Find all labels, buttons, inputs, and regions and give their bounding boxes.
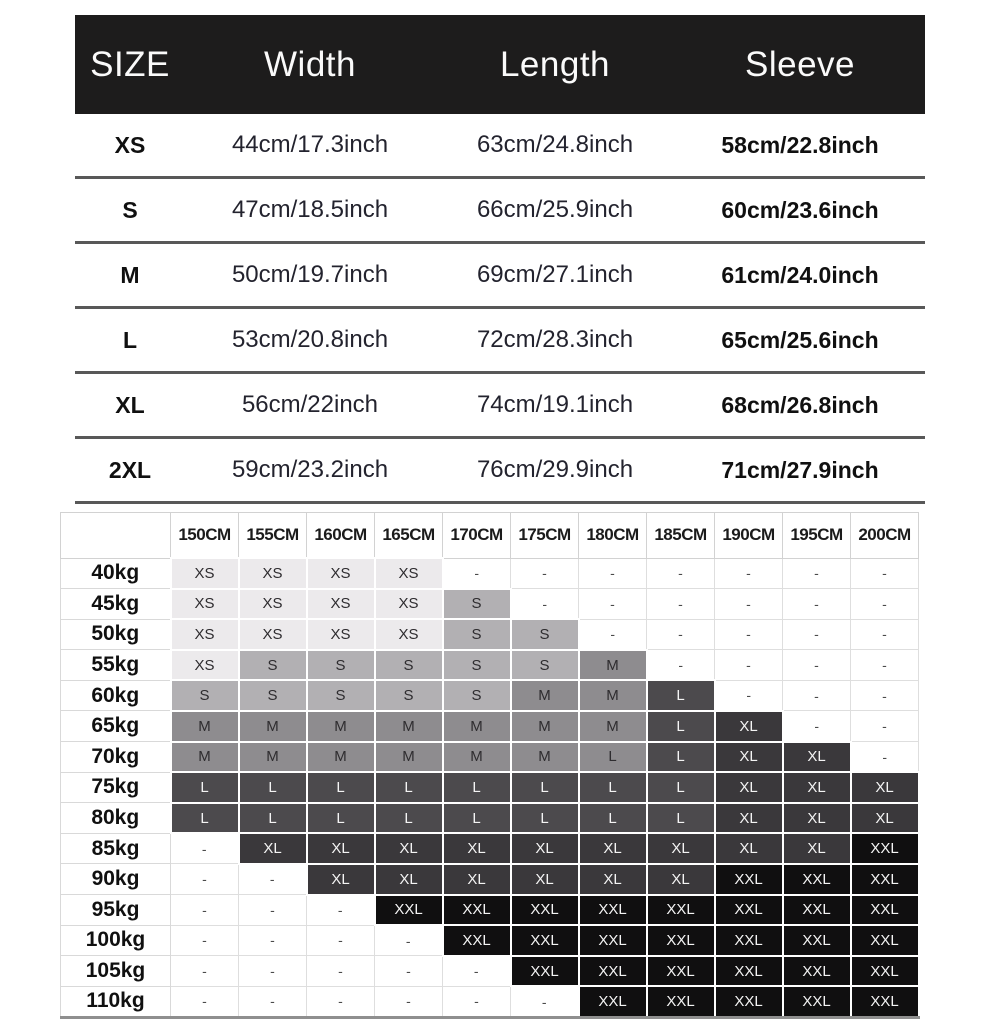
matrix-cell-size: M [171,742,239,773]
matrix-cell-empty: - [171,925,239,956]
measurement-value: 60cm/23.6inch [675,178,925,243]
matrix-cell-size: XL [715,772,783,803]
height-weight-matrix [60,512,920,1019]
matrix-cell-size: XL [715,833,783,864]
matrix-cell-size: M [579,680,647,711]
matrix-cell-empty: - [171,956,239,987]
matrix-height-header-185cm: 185CM [647,513,715,559]
matrix-cell-size: XXL [511,956,579,987]
matrix-cell-size: XXL [715,986,783,1017]
matrix-cell-size: XL [511,833,579,864]
spec-body [75,114,925,503]
matrix-row-60kg [61,680,919,711]
measurement-value: 61cm/24.0inch [675,243,925,308]
matrix-cell-size: M [239,742,307,773]
matrix-cell-empty: - [511,986,579,1017]
matrix-cell-size: XS [375,558,443,589]
matrix-row-45kg [61,589,919,620]
matrix-header-row [61,513,919,559]
matrix-cell-size: L [579,772,647,803]
matrix-cell-size: M [375,711,443,742]
spec-col-header-size: SIZE [75,15,185,114]
matrix-cell-size: M [375,742,443,773]
matrix-cell-size: XL [375,864,443,895]
matrix-cell-size: L [647,742,715,773]
matrix-height-header-155cm: 155CM [239,513,307,559]
measurement-value: 53cm/20.8inch [185,308,435,373]
size-label: L [75,308,185,373]
matrix-cell-size: L [579,742,647,773]
matrix-cell-size: S [443,650,511,681]
matrix-weight-label-65kg: 65kg [61,711,171,742]
matrix-cell-size: XL [851,803,919,834]
matrix-weight-label-85kg: 85kg [61,833,171,864]
matrix-cell-empty: - [851,680,919,711]
matrix-cell-empty: - [647,650,715,681]
matrix-cell-size: XL [783,742,851,773]
matrix-cell-size: L [443,772,511,803]
matrix-cell-size: XL [579,833,647,864]
matrix-cell-size: XXL [715,956,783,987]
matrix-cell-size: XXL [375,895,443,926]
matrix-weight-label-110kg: 110kg [61,986,171,1017]
matrix-cell-size: XXL [851,833,919,864]
matrix-cell-size: L [647,772,715,803]
matrix-cell-size: L [307,772,375,803]
matrix-weight-label-60kg: 60kg [61,680,171,711]
matrix-height-header-190cm: 190CM [715,513,783,559]
matrix-cell-size: XL [715,742,783,773]
matrix-cell-empty: - [783,650,851,681]
matrix-cell-size: XXL [783,986,851,1017]
matrix-cell-size: XL [715,803,783,834]
spec-col-header-sleeve: Sleeve [675,15,925,114]
matrix-cell-size: S [375,650,443,681]
matrix-cell-size: XL [647,864,715,895]
matrix-cell-size: XL [375,833,443,864]
matrix-cell-size: M [579,650,647,681]
matrix-cell-size: XL [307,864,375,895]
matrix-cell-size: XL [443,833,511,864]
matrix-cell-size: L [579,803,647,834]
measurement-value: 59cm/23.2inch [185,438,435,503]
matrix-cell-size: M [579,711,647,742]
matrix-row-75kg [61,772,919,803]
matrix-cell-size: M [307,711,375,742]
matrix-cell-empty: - [851,742,919,773]
matrix-cell-empty: - [783,680,851,711]
matrix-cell-size: S [511,619,579,650]
matrix-row-100kg [61,925,919,956]
spec-row-xs [75,114,925,178]
matrix-row-105kg [61,956,919,987]
matrix-height-header-195cm: 195CM [783,513,851,559]
matrix-cell-empty: - [647,589,715,620]
matrix-corner-cell [61,513,171,559]
measurement-value: 44cm/17.3inch [185,114,435,178]
matrix-cell-size: S [307,680,375,711]
matrix-cell-size: M [511,711,579,742]
matrix-cell-size: L [443,803,511,834]
matrix-cell-size: XL [443,864,511,895]
measurement-value: 47cm/18.5inch [185,178,435,243]
matrix-cell-size: L [171,772,239,803]
matrix-cell-size: XXL [783,956,851,987]
spec-row-l [75,308,925,373]
matrix-cell-empty: - [715,650,783,681]
matrix-weight-label-75kg: 75kg [61,772,171,803]
matrix-cell-empty: - [783,619,851,650]
matrix-cell-size: L [647,803,715,834]
matrix-cell-empty: - [783,711,851,742]
matrix-cell-size: S [239,650,307,681]
matrix-cell-size: XS [307,558,375,589]
matrix-row-65kg [61,711,919,742]
matrix-cell-size: S [307,650,375,681]
matrix-cell-size: L [375,803,443,834]
matrix-cell-size: XXL [647,986,715,1017]
matrix-cell-empty: - [239,925,307,956]
matrix-cell-empty: - [443,558,511,589]
matrix-weight-label-105kg: 105kg [61,956,171,987]
matrix-cell-empty: - [851,711,919,742]
matrix-cell-empty: - [375,986,443,1017]
matrix-cell-size: XXL [511,895,579,926]
matrix-cell-size: XS [171,650,239,681]
matrix-cell-empty: - [511,558,579,589]
matrix-cell-size: L [511,803,579,834]
matrix-weight-label-55kg: 55kg [61,650,171,681]
size-label: XS [75,114,185,178]
matrix-cell-size: XXL [715,895,783,926]
matrix-cell-empty: - [715,589,783,620]
spec-row-xl [75,373,925,438]
matrix-cell-size: XXL [851,925,919,956]
matrix-cell-size: XXL [579,895,647,926]
size-label: M [75,243,185,308]
matrix-row-55kg [61,650,919,681]
matrix-height-header-170cm: 170CM [443,513,511,559]
matrix-cell-empty: - [715,619,783,650]
matrix-cell-empty: - [511,589,579,620]
matrix-cell-size: XXL [851,864,919,895]
matrix-cell-empty: - [307,986,375,1017]
matrix-cell-size: XXL [851,895,919,926]
matrix-cell-empty: - [239,956,307,987]
measurement-value: 58cm/22.8inch [675,114,925,178]
matrix-cell-size: XL [783,803,851,834]
matrix-cell-empty: - [851,558,919,589]
matrix-cell-size: L [375,772,443,803]
matrix-height-header-165cm: 165CM [375,513,443,559]
matrix-cell-size: XL [783,833,851,864]
matrix-cell-size: XXL [715,864,783,895]
matrix-cell-empty: - [307,895,375,926]
matrix-height-header-150cm: 150CM [171,513,239,559]
matrix-cell-size: S [171,680,239,711]
matrix-cell-empty: - [307,956,375,987]
matrix-cell-size: XL [307,833,375,864]
matrix-row-80kg [61,803,919,834]
matrix-cell-empty: - [579,589,647,620]
matrix-cell-size: M [307,742,375,773]
matrix-weight-label-80kg: 80kg [61,803,171,834]
matrix-cell-size: L [511,772,579,803]
matrix-cell-size: XS [375,589,443,620]
measurement-value: 76cm/29.9inch [435,438,675,503]
spec-col-header-width: Width [185,15,435,114]
matrix-cell-empty: - [171,986,239,1017]
matrix-cell-size: XXL [783,895,851,926]
spec-col-header-length: Length [435,15,675,114]
matrix-row-85kg [61,833,919,864]
matrix-cell-empty: - [851,619,919,650]
matrix-cell-size: XXL [443,925,511,956]
matrix-cell-size: XL [511,864,579,895]
measurement-value: 74cm/19.1inch [435,373,675,438]
measurement-value: 71cm/27.9inch [675,438,925,503]
matrix-cell-size: XL [783,772,851,803]
spec-row-s [75,178,925,243]
measurement-value: 56cm/22inch [185,373,435,438]
matrix-cell-size: L [171,803,239,834]
matrix-row-70kg [61,742,919,773]
size-spec-table [75,15,925,504]
matrix-cell-size: XS [239,589,307,620]
matrix-cell-empty: - [579,558,647,589]
size-label: 2XL [75,438,185,503]
matrix-cell-empty: - [715,680,783,711]
matrix-cell-size: L [239,772,307,803]
matrix-weight-label-95kg: 95kg [61,895,171,926]
matrix-cell-empty: - [647,558,715,589]
size-label: S [75,178,185,243]
spec-header-row [75,15,925,114]
matrix-height-header-180cm: 180CM [579,513,647,559]
matrix-cell-size: XXL [851,986,919,1017]
matrix-cell-size: S [239,680,307,711]
matrix-cell-size: S [375,680,443,711]
matrix-cell-empty: - [239,986,307,1017]
matrix-cell-size: XL [579,864,647,895]
matrix-weight-label-70kg: 70kg [61,742,171,773]
measurement-value: 66cm/25.9inch [435,178,675,243]
matrix-cell-empty: - [375,925,443,956]
matrix-cell-size: M [171,711,239,742]
matrix-weight-label-100kg: 100kg [61,925,171,956]
matrix-cell-size: XS [171,589,239,620]
matrix-cell-size: S [511,650,579,681]
matrix-cell-empty: - [239,864,307,895]
matrix-cell-empty: - [783,558,851,589]
matrix-weight-label-45kg: 45kg [61,589,171,620]
measurement-value: 65cm/25.6inch [675,308,925,373]
matrix-cell-size: XL [715,711,783,742]
matrix-cell-empty: - [171,833,239,864]
matrix-cell-empty: - [647,619,715,650]
matrix-cell-size: XS [171,558,239,589]
matrix-cell-size: XL [851,772,919,803]
measurement-value: 72cm/28.3inch [435,308,675,373]
matrix-cell-size: XXL [443,895,511,926]
matrix-cell-size: XXL [783,925,851,956]
matrix-cell-size: M [511,742,579,773]
matrix-cell-size: XL [647,833,715,864]
matrix-height-header-200cm: 200CM [851,513,919,559]
size-label: XL [75,373,185,438]
measurement-value: 69cm/27.1inch [435,243,675,308]
matrix-cell-size: L [307,803,375,834]
matrix-cell-size: M [511,680,579,711]
matrix-weight-label-50kg: 50kg [61,619,171,650]
matrix-weight-label-90kg: 90kg [61,864,171,895]
matrix-cell-size: XS [239,558,307,589]
matrix-cell-size: XS [239,619,307,650]
matrix-cell-size: XXL [647,925,715,956]
matrix-cell-size: XS [307,589,375,620]
matrix-cell-size: XXL [715,925,783,956]
matrix-cell-size: XL [239,833,307,864]
measurement-value: 68cm/26.8inch [675,373,925,438]
matrix-cell-empty: - [715,558,783,589]
matrix-cell-empty: - [307,925,375,956]
matrix-height-header-160cm: 160CM [307,513,375,559]
matrix-cell-size: L [647,711,715,742]
matrix-cell-empty: - [783,589,851,620]
matrix-cell-empty: - [171,895,239,926]
spec-row-m [75,243,925,308]
matrix-weight-label-40kg: 40kg [61,558,171,589]
matrix-cell-empty: - [171,864,239,895]
matrix-cell-empty: - [579,619,647,650]
matrix-row-40kg [61,558,919,589]
matrix-row-95kg [61,895,919,926]
matrix-cell-size: XS [307,619,375,650]
matrix-cell-size: L [239,803,307,834]
measurement-value: 50cm/19.7inch [185,243,435,308]
matrix-row-110kg [61,986,919,1017]
matrix-cell-size: XXL [579,986,647,1017]
matrix-cell-size: XXL [851,956,919,987]
matrix-cell-size: XXL [783,864,851,895]
matrix-cell-empty: - [443,956,511,987]
matrix-cell-size: XS [171,619,239,650]
measurement-value: 63cm/24.8inch [435,114,675,178]
matrix-body [61,558,919,1017]
matrix-cell-empty: - [239,895,307,926]
matrix-cell-empty: - [851,650,919,681]
matrix-cell-size: S [443,589,511,620]
matrix-row-50kg [61,619,919,650]
matrix-row-90kg [61,864,919,895]
matrix-cell-size: M [443,711,511,742]
matrix-cell-size: L [647,680,715,711]
matrix-cell-size: XXL [579,956,647,987]
matrix-cell-empty: - [375,956,443,987]
matrix-height-header-175cm: 175CM [511,513,579,559]
matrix-cell-empty: - [851,589,919,620]
matrix-cell-size: XS [375,619,443,650]
matrix-cell-size: S [443,680,511,711]
matrix-cell-size: XXL [647,895,715,926]
matrix-cell-size: XXL [647,956,715,987]
matrix-cell-size: XXL [511,925,579,956]
matrix-cell-size: XXL [579,925,647,956]
matrix-cell-size: S [443,619,511,650]
matrix-cell-empty: - [443,986,511,1017]
matrix-cell-size: M [443,742,511,773]
spec-row-2xl [75,438,925,503]
matrix-cell-size: M [239,711,307,742]
